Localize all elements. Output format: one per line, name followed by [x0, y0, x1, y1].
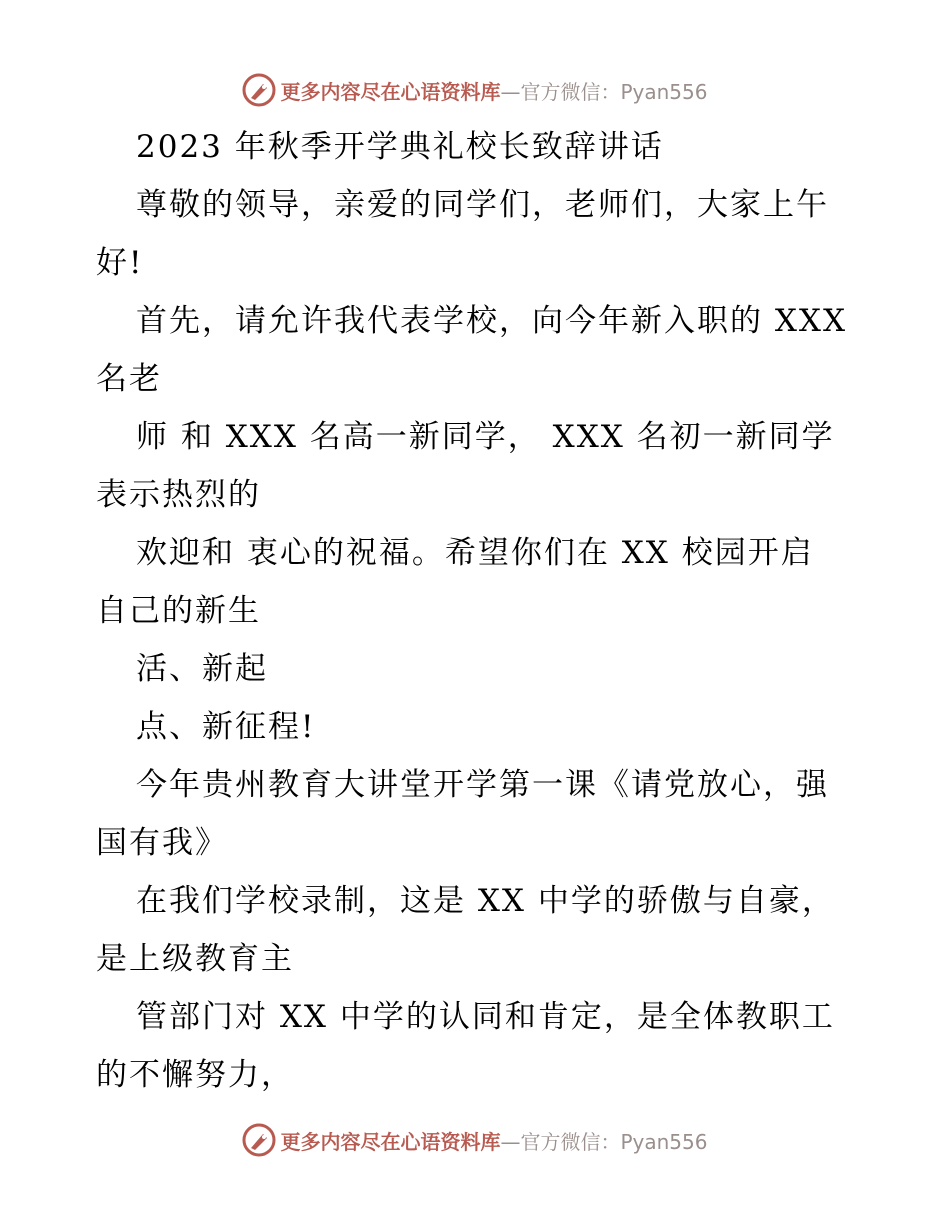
pen-nib-logo-icon	[242, 73, 276, 107]
footer-banner-rest: —官方微信：Pyan556	[500, 1129, 708, 1154]
text-line: 欢迎和 衷心的祝福。希望你们在 XX 校园开启	[136, 535, 814, 571]
pen-nib-logo-icon	[242, 1123, 276, 1157]
text-line: 尊敬的领导，亲爱的同学们，老师们，大家上午	[136, 187, 829, 223]
text-line: 国有我》	[96, 825, 228, 861]
header-watermark-banner	[0, 70, 950, 110]
text-line: 在我们学校录制，这是 XX 中学的骄傲与自豪，	[136, 883, 835, 919]
document-body	[96, 118, 856, 1104]
text-line: 自己的新生	[96, 593, 261, 629]
header-banner-main: 更多内容尽在心语资料库	[280, 79, 501, 104]
text-line: 点、新征程!	[136, 709, 316, 745]
text-line: 好!	[96, 245, 144, 281]
footer-watermark-banner	[0, 1120, 950, 1160]
footer-banner-main: 更多内容尽在心语资料库	[280, 1129, 501, 1154]
text-line: 是上级教育主	[96, 941, 294, 977]
header-banner-text	[280, 76, 707, 105]
text-line: 管部门对 XX 中学的认同和肯定，是全体教职工	[136, 999, 835, 1035]
text-line: 名老	[96, 361, 162, 397]
text-line: 首先，请允许我代表学校，向今年新入职的 XXX	[136, 303, 848, 339]
text-line: 的不懈努力，	[96, 1057, 294, 1093]
footer-banner-text	[280, 1126, 707, 1155]
text-line: 活、新起	[136, 651, 268, 687]
text-line: 表示热烈的	[96, 477, 261, 513]
header-banner-rest: —官方微信：Pyan556	[500, 79, 708, 104]
text-line: 今年贵州教育大讲堂开学第一课《请党放心，强	[136, 767, 829, 803]
text-line: 师 和 XXX 名高一新同学， XXX 名初一新同学	[136, 419, 835, 455]
document-title: 2023 年秋季开学典礼校长致辞讲话	[136, 129, 664, 165]
